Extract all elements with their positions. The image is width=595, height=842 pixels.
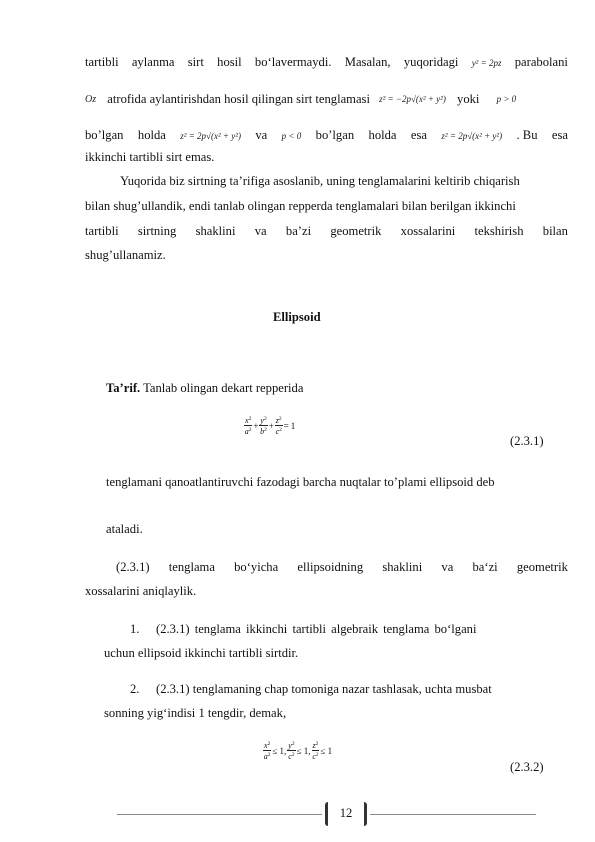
list-item-1-line-2: uchun ellipsoid ikkinchi tartibli sirtdir.	[104, 646, 299, 660]
text: bo’lgan	[85, 128, 124, 142]
text: ba‘zi	[472, 560, 498, 574]
surface-formula: z² = 2p√(x² + y²)	[180, 131, 241, 141]
list-item-1-number: 1.	[130, 622, 140, 636]
text: tenglama	[168, 560, 215, 574]
footer-rule-right	[370, 814, 536, 815]
parabola-formula: y² = 2pz	[471, 58, 502, 68]
text: atrofida aylantirishdan hosil qilingan sirt tenglamasi	[107, 92, 370, 106]
text: va	[255, 128, 268, 142]
inequalities-equation: $\frac{x^2}{a^2}$ ≤ 1, $\frac{y^2}{c^2}$ ≤ 1, $\frac{z^2}{c^2}$ ≤ 1	[263, 741, 333, 761]
text: bo’lgan	[315, 128, 355, 142]
paragraph-1-line-3	[85, 128, 568, 143]
equation-number-2-3-1: (2.3.1)	[510, 434, 544, 448]
definition-label: Ta’rif.	[106, 381, 141, 395]
paragraph-2-line-4: shug’ullanamiz.	[85, 248, 166, 262]
list-item-2-number: 2.	[130, 682, 140, 696]
text: . Bu	[516, 128, 538, 142]
p-positive-formula: p > 0	[496, 94, 517, 104]
text: va	[254, 224, 267, 238]
text: holda	[137, 128, 166, 142]
paragraph-3-line-1	[116, 560, 568, 575]
text: tartibli	[85, 55, 119, 69]
text: esa	[551, 128, 568, 142]
paragraph-1-line-4: ikkinchi tartibli sirt emas.	[85, 150, 215, 164]
text: tartibli	[85, 224, 119, 238]
text: geometrik	[516, 560, 568, 574]
text: shaklini	[382, 560, 423, 574]
text: geometrik	[330, 224, 382, 238]
equation-number-2-3-2: (2.3.2)	[510, 760, 544, 774]
p-negative-formula: p < 0	[281, 131, 302, 141]
text: tekshirish	[474, 224, 524, 238]
definition-line-1	[106, 381, 303, 396]
paragraph-2-line-2: bilan shug’ullandik, endi tanlab olingan repperda tenglamalari bilan berilgan ikkinchi	[85, 199, 516, 213]
paragraph-1-line-2	[85, 92, 568, 107]
oz-axis-formula: Oz	[85, 94, 97, 105]
list-item-2-line-1: (2.3.1) tenglamaning chap tomoniga nazar tashlasak, uchta musbat	[156, 682, 492, 696]
text: (2.3.1)	[116, 560, 150, 574]
text: esa	[410, 128, 428, 142]
text: ba’zi	[285, 224, 312, 238]
text: bilan	[542, 224, 568, 238]
text: bo‘lavermaydi.	[254, 55, 332, 69]
list-item-2-line-2: sonning yig‘indisi 1 tengdir, demak,	[104, 706, 287, 720]
footer-rule-left	[117, 814, 322, 815]
text: shaklini	[195, 224, 236, 238]
page-number: 12	[339, 806, 353, 820]
surface-formula-2: z² = 2p√(x² + y²)	[441, 131, 503, 141]
text: va	[441, 560, 454, 574]
text: ellipsoidning	[297, 560, 364, 574]
text: parabolani	[514, 55, 568, 69]
paragraph-2-line-1: Yuqorida biz sirtning ta’rifiga asoslanib, uning tenglamalarini keltirib chiqarish	[120, 174, 520, 188]
text: aylanma	[131, 55, 175, 69]
definition-line-2: tenglamani qanoatlantiruvchi fazodagi barcha nuqtalar to’plami ellipsoid deb	[106, 475, 495, 489]
text: bo‘yicha	[234, 560, 279, 574]
section-heading: Ellipsoid	[273, 310, 321, 324]
text: hosil	[217, 55, 242, 69]
paragraph-2-line-3	[85, 224, 568, 239]
text: holda	[368, 128, 397, 142]
ellipsoid-equation: $\frac{x^2}{a^2}$ + $\frac{y^2}{b^2}$ + $\frac{z^2}{c^2}$ = 1	[244, 416, 296, 436]
paragraph-1-line-1	[85, 55, 568, 70]
text: Masalan,	[344, 55, 391, 69]
surface-negative-formula: z² = −2p√(x² + y²)	[379, 94, 446, 104]
text: yuqoridagi	[403, 55, 459, 69]
text: Tanlab olingan dekart repperida	[143, 381, 304, 395]
text: xossalarini	[400, 224, 456, 238]
definition-line-3: ataladi.	[106, 522, 143, 536]
list-item-1-line-1: (2.3.1) tenglama ikkinchi tartibli algebraik tenglama bo‘lgani	[156, 622, 477, 636]
text: sirt	[187, 55, 204, 69]
text: sirtning	[137, 224, 177, 238]
text: yoki	[457, 92, 480, 106]
paragraph-3-line-2: xossalarini aniqlaylik.	[85, 584, 197, 598]
